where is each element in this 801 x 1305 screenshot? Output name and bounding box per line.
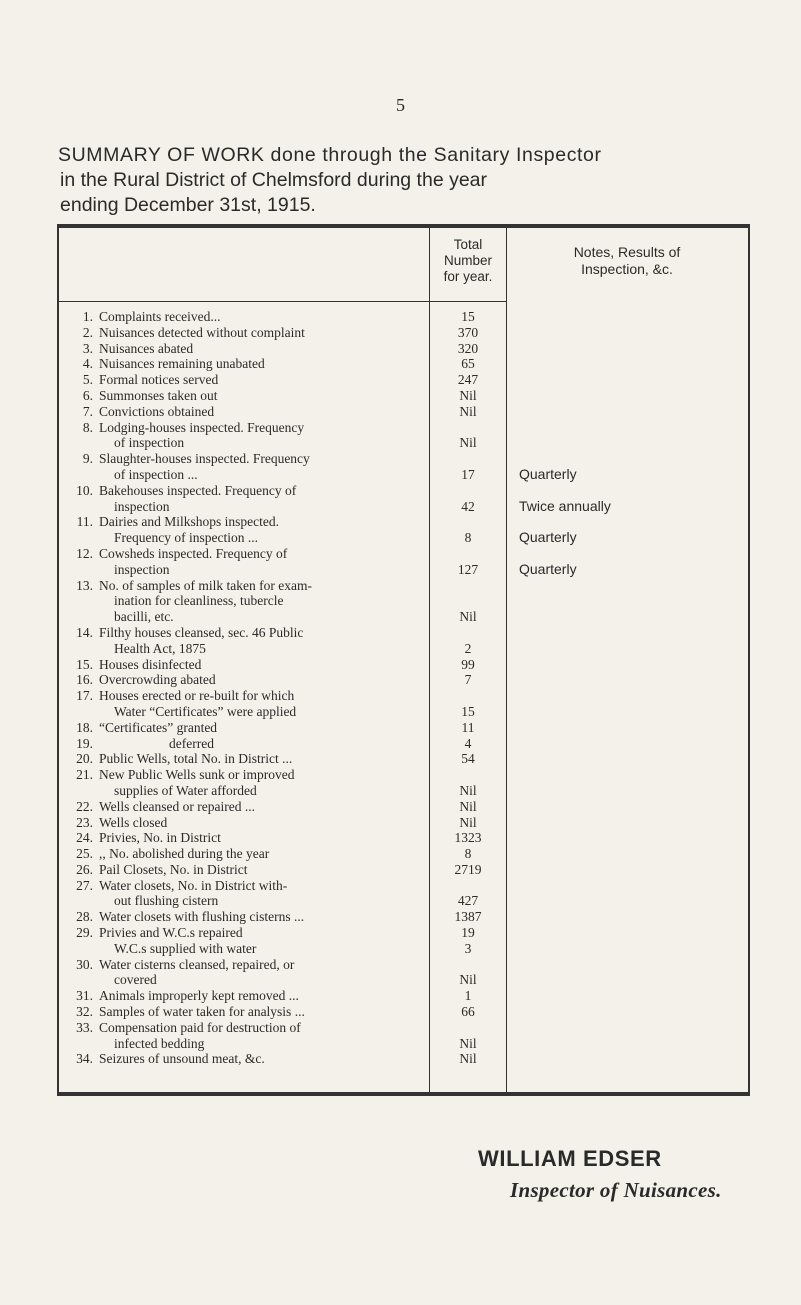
row-total: 247: [457, 372, 479, 388]
row-number: 11.: [76, 514, 93, 530]
table-row: [59, 957, 752, 989]
table-row: [59, 672, 752, 688]
row-number: 34.: [76, 1051, 93, 1067]
row-description-line: Formal notices served: [99, 372, 219, 388]
header-notes: [507, 244, 747, 278]
table-row: [59, 988, 752, 1004]
row-description-line: Filthy houses cleansed, sec. 46 Public: [99, 624, 304, 640]
row-description: [99, 309, 427, 325]
row-description-line: inspection: [114, 498, 170, 514]
row-description: [99, 736, 427, 752]
row-total: Nil: [459, 782, 477, 798]
table-row: [59, 451, 752, 483]
row-description-line: ,, No. abolished during the year: [99, 846, 270, 862]
row-description-line: Water closets, No. in District with-: [99, 877, 288, 893]
row-number: 1.: [82, 309, 93, 324]
row-total: Nil: [459, 609, 477, 625]
header-total-line: Number: [443, 253, 492, 268]
row-total: 65: [461, 356, 475, 372]
row-number: 14.: [76, 624, 93, 640]
row-description-line: Summonses taken out: [99, 387, 218, 403]
row-description-line: W.C.s supplied with water: [114, 940, 257, 956]
row-description-line: Seizures of unsound meat, &c.: [99, 1051, 265, 1067]
table-row: [59, 546, 752, 578]
row-total: Nil: [459, 387, 477, 403]
row-number: 23.: [76, 814, 93, 830]
row-description: [99, 625, 427, 657]
row-number: 24.: [76, 830, 93, 846]
row-number: 33.: [76, 1019, 93, 1035]
row-total: Nil: [459, 814, 477, 830]
row-number: 8.: [82, 419, 93, 435]
row-description: [99, 878, 427, 910]
row-description: [99, 451, 427, 483]
row-description-line: Nuisances remaining unabated: [99, 356, 265, 372]
row-description-line: Privies and W.C.s repaired: [99, 925, 243, 941]
row-description-line: Wells closed: [99, 814, 168, 830]
row-total: Nil: [459, 1051, 477, 1067]
row-total: 4: [464, 735, 472, 751]
row-description-line: Nuisances abated: [99, 340, 194, 356]
row-description: [99, 751, 427, 767]
table-row: [59, 578, 752, 625]
row-number: 30.: [76, 956, 93, 972]
table-row: [59, 1004, 752, 1020]
table-row: [59, 688, 752, 720]
row-description: [99, 1004, 427, 1020]
table-row: [59, 878, 752, 910]
row-total: 320: [457, 340, 479, 356]
row-total: 1387: [454, 909, 482, 925]
table-row: [59, 388, 752, 404]
row-description: [99, 1020, 427, 1052]
row-total: 370: [457, 324, 479, 340]
table-row: [59, 925, 752, 957]
row-description: [99, 388, 427, 404]
row-note: Quarterly: [519, 465, 577, 482]
row-description-line: covered: [114, 972, 157, 988]
row-total: 42: [461, 498, 475, 514]
table-row: [59, 1051, 752, 1067]
row-total: 2719: [454, 861, 482, 877]
table-row: [59, 309, 752, 325]
heading-line-2: in the Rural District of Chelmsford during the year: [60, 169, 488, 191]
row-description: [99, 720, 427, 736]
row-total: 99: [461, 656, 475, 672]
row-description-line: Overcrowding abated: [99, 672, 216, 688]
row-description-line: Frequency of inspection ...: [114, 530, 258, 546]
row-description: [99, 815, 427, 831]
row-total: 8: [464, 846, 472, 862]
row-note: Quarterly: [519, 560, 577, 577]
row-total: 54: [461, 751, 475, 767]
row-number: 32.: [76, 1004, 93, 1020]
row-description-line: supplies of Water afforded: [114, 782, 257, 798]
row-description: [99, 657, 427, 673]
row-number: 6.: [82, 387, 93, 403]
page-number: 5: [396, 95, 405, 115]
header-total-line: Total: [453, 237, 483, 252]
row-description: [99, 988, 427, 1004]
row-total: 127: [457, 561, 479, 577]
row-number: 9.: [82, 451, 93, 467]
row-description-line: infected bedding: [114, 1035, 205, 1051]
row-description-line: of inspection: [114, 435, 185, 451]
row-description: [99, 420, 427, 452]
table-row: [59, 625, 752, 657]
row-description-line: ination for cleanliness, tubercle: [114, 593, 284, 609]
row-description-line: Houses erected or re-built for which: [99, 688, 295, 704]
row-description: [99, 672, 427, 688]
row-total: 1323: [454, 830, 482, 846]
row-number: 7.: [82, 403, 93, 419]
table-row: [59, 483, 752, 515]
row-description-line: Dairies and Milkshops inspected.: [99, 514, 279, 530]
signature-name: WILLIAM EDSER: [478, 1146, 662, 1171]
table-row: [59, 657, 752, 673]
row-number: 29.: [76, 925, 93, 941]
row-description-line: Lodging-houses inspected. Frequency: [99, 419, 305, 435]
row-description-line: Health Act, 1875: [114, 640, 206, 656]
row-description-line: Wells cleansed or repaired ...: [99, 798, 255, 814]
row-number: 2.: [82, 324, 93, 340]
row-number: 5.: [82, 372, 93, 388]
row-description: [99, 846, 427, 862]
row-description: [99, 578, 427, 625]
row-total: Nil: [459, 972, 477, 988]
row-description-line: Samples of water taken for analysis ...: [99, 1004, 305, 1020]
row-total: 19: [461, 925, 475, 941]
row-description-line: Cowsheds inspected. Frequency of: [99, 545, 288, 561]
row-description: [99, 404, 427, 420]
row-total: 3: [464, 940, 472, 956]
row-description-line: Water closets with flushing cisterns ...: [99, 909, 305, 925]
header-total-number: [430, 237, 506, 285]
header-total-line: for year.: [443, 269, 493, 284]
summary-table: [57, 224, 750, 1096]
row-description: [99, 325, 427, 341]
row-number: 13.: [76, 577, 93, 593]
header-rule: [59, 301, 506, 302]
row-description-line: Bakehouses inspected. Frequency of: [99, 482, 297, 498]
row-description-line: Convictions obtained: [99, 403, 215, 419]
row-description: [99, 799, 427, 815]
row-number: 12.: [76, 545, 93, 561]
row-description: [99, 862, 427, 878]
row-note: Twice annually: [519, 497, 611, 514]
row-number: 27.: [76, 877, 93, 893]
table-row: [59, 815, 752, 831]
row-description-line: Animals improperly kept removed ...: [99, 988, 299, 1004]
table-row: [59, 420, 752, 452]
row-description: [99, 514, 427, 546]
row-total: 1: [464, 988, 472, 1004]
table-row: [59, 372, 752, 388]
heading-line-1: SUMMARY OF WORK done through the Sanitary Inspector: [58, 144, 602, 166]
row-total: 7: [464, 672, 472, 688]
table-row: [59, 356, 752, 372]
row-total: 427: [457, 893, 479, 909]
row-total: 2: [464, 640, 472, 656]
row-description-line: Complaints received...: [99, 309, 221, 324]
row-description-line: Public Wells, total No. in District ...: [99, 751, 293, 767]
row-description: [99, 1051, 427, 1067]
row-description-line: inspection: [114, 561, 170, 577]
row-number: 31.: [76, 988, 93, 1004]
header-notes-line: Notes, Results of: [573, 244, 681, 260]
row-description-line: Privies, No. in District: [99, 830, 221, 846]
row-number: 4.: [82, 356, 93, 372]
heading-line-3: ending December 31st, 1915.: [60, 194, 316, 216]
row-description-line: “Certificates” granted: [99, 719, 218, 735]
row-total: 17: [461, 466, 475, 482]
row-total: Nil: [459, 435, 477, 451]
row-number: 28.: [76, 909, 93, 925]
row-description: [99, 341, 427, 357]
row-number: 26.: [76, 861, 93, 877]
row-number: 16.: [76, 672, 93, 688]
row-description-line: deferred: [169, 735, 214, 751]
table-row: [59, 720, 752, 736]
table-row: [59, 341, 752, 357]
row-description-line: New Public Wells sunk or improved: [99, 767, 295, 783]
table-row: [59, 325, 752, 341]
row-description: [99, 830, 427, 846]
table-body: [59, 309, 752, 1067]
row-description-line: Houses disinfected: [99, 656, 202, 672]
row-description-line: Water cisterns cleansed, repaired, or: [99, 956, 295, 972]
table-row: [59, 862, 752, 878]
row-description-line: Compensation paid for destruction of: [99, 1019, 301, 1035]
row-total: 11: [461, 719, 475, 735]
row-number: 10.: [76, 482, 93, 498]
row-total: 8: [464, 530, 472, 546]
row-description-line: No. of samples of milk taken for exam-: [99, 577, 312, 593]
table-row: [59, 909, 752, 925]
row-total: Nil: [459, 1035, 477, 1051]
table-row: [59, 799, 752, 815]
document-heading: [58, 143, 758, 218]
row-number: 15.: [76, 656, 93, 672]
row-description-line: Slaughter-houses inspected. Frequency: [99, 451, 310, 467]
table-row: [59, 736, 752, 752]
row-description: [99, 909, 427, 925]
row-total: Nil: [459, 403, 477, 419]
row-total: 15: [461, 703, 475, 719]
row-description-line: out flushing cistern: [114, 893, 219, 909]
row-description: [99, 767, 427, 799]
row-number: 21.: [76, 767, 93, 783]
row-description: [99, 546, 427, 578]
row-description-line: Pail Closets, No. in District: [99, 861, 248, 877]
row-description-line: Water “Certificates” were applied: [114, 703, 297, 719]
row-number: 19.: [76, 735, 93, 751]
header-notes-line: Inspection, &c.: [581, 261, 673, 277]
row-description: [99, 925, 427, 957]
row-total: 15: [461, 309, 475, 324]
row-number: 17.: [76, 688, 93, 704]
table-row: [59, 514, 752, 546]
row-description: [99, 957, 427, 989]
row-description-line: of inspection ...: [114, 466, 198, 482]
row-note: Quarterly: [519, 529, 577, 546]
table-row: [59, 404, 752, 420]
row-description: [99, 483, 427, 515]
row-number: 18.: [76, 719, 93, 735]
row-total: 66: [461, 1004, 475, 1020]
row-description-line: bacilli, etc.: [114, 609, 174, 625]
table-row: [59, 767, 752, 799]
signature-title: Inspector of Nuisances.: [510, 1178, 722, 1202]
row-number: 20.: [76, 751, 93, 767]
table-row: [59, 1020, 752, 1052]
table-row: [59, 751, 752, 767]
row-description: [99, 356, 427, 372]
table-row: [59, 846, 752, 862]
row-number: 3.: [82, 340, 93, 356]
row-number: 22.: [76, 798, 93, 814]
row-number: 25.: [76, 846, 93, 862]
row-description-line: Nuisances detected without complaint: [99, 324, 305, 340]
row-description: [99, 372, 427, 388]
table-row: [59, 830, 752, 846]
row-total: Nil: [459, 798, 477, 814]
row-description: [99, 688, 427, 720]
